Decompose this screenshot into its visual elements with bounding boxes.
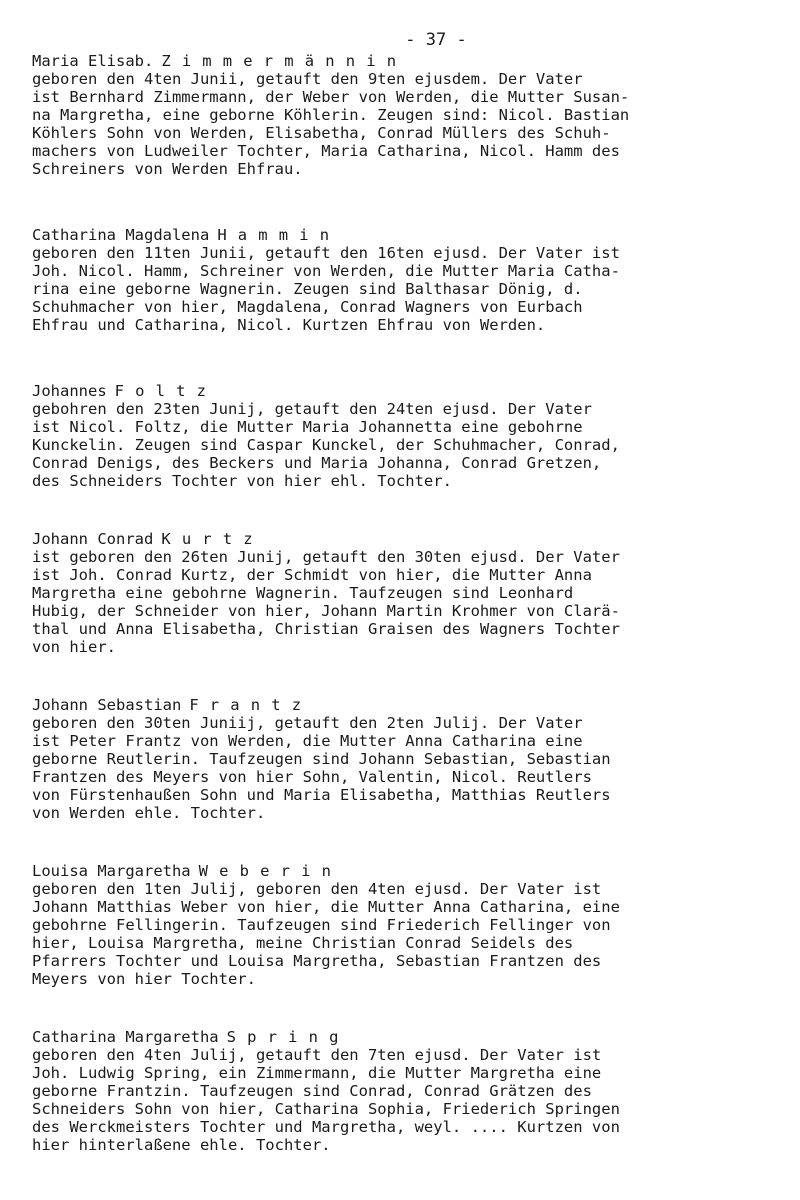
surname: Foltz [114, 382, 218, 400]
text-line: geboren den 11ten Junii, getauft den 16ten ejusd. Der Vater ist [32, 244, 620, 262]
baptism-register [32, 52, 780, 1154]
text-line: von hier. [32, 638, 116, 656]
text-line: Kunckelin. Zeugen sind Caspar Kunckel, der Schuhmacher, Conrad, [32, 436, 620, 454]
text-line: Hubig, der Schneider von hier, Johann Martin Krohmer von Clarä- [32, 602, 620, 620]
text-line: Schreiners von Werden Ehfrau. [32, 160, 303, 178]
text-line: Meyers von hier Tochter. [32, 970, 256, 988]
entry-text [32, 880, 780, 988]
page-number: - 37 - [405, 30, 467, 50]
entry-text [32, 244, 780, 334]
given-name: Johann Conrad [32, 530, 154, 548]
entry-heading [32, 862, 780, 880]
entry-text [32, 70, 780, 178]
register-entry [32, 382, 780, 490]
entry-spacer [32, 988, 780, 1028]
text-line: rina eine geborne Wagnerin. Zeugen sind Balthasar Dönig, d. [32, 280, 583, 298]
text-line: ist Peter Frantz von Werden, die Mutter Anna Catharina eine [32, 732, 583, 750]
entry-spacer [32, 178, 780, 226]
entry-text [32, 1046, 780, 1154]
surname: Weberin [198, 862, 343, 880]
register-entry [32, 530, 780, 656]
text-line: Joh. Ludwig Spring, ein Zimmermann, die Mutter Margretha eine [32, 1064, 602, 1082]
given-name: Catharina Magdalena [32, 226, 210, 244]
register-entry [32, 696, 780, 822]
text-line: gebohrne Fellingerin. Taufzeugen sind Friederich Fellinger von [32, 916, 611, 934]
text-line: Ehfrau und Catharina, Nicol. Kurtzen Ehfrau von Werden. [32, 316, 546, 334]
given-name: Louisa Margaretha [32, 862, 191, 880]
text-line: ist Joh. Conrad Kurtz, der Schmidt von hier, die Mutter Anna [32, 566, 592, 584]
entry-heading [32, 696, 780, 714]
text-line: des Schneiders Tochter von hier ehl. Tochter. [32, 472, 452, 490]
register-entry [32, 52, 780, 178]
text-line: geboren den 30ten Juniij, getauft den 2ten Julij. Der Vater [32, 714, 583, 732]
surname: Frantz [189, 696, 313, 714]
text-line: geborne Reutlerin. Taufzeugen sind Johann Sebastian, Sebastian [32, 750, 611, 768]
given-name: Catharina Margaretha [32, 1028, 219, 1046]
entry-spacer [32, 656, 780, 696]
text-line: Conrad Denigs, des Beckers und Maria Johanna, Conrad Gretzen, [32, 454, 602, 472]
given-name: Maria Elisab. [32, 52, 154, 70]
entry-spacer [32, 490, 780, 530]
text-line: Frantzen des Meyers von hier Sohn, Valentin, Nicol. Reutlers [32, 768, 592, 786]
text-line: Joh. Nicol. Hamm, Schreiner von Werden, die Mutter Maria Catha- [32, 262, 620, 280]
text-line: geboren den 4ten Julij, getauft den 7ten ejusd. Der Vater ist [32, 1046, 602, 1064]
entry-spacer [32, 822, 780, 862]
text-line: gebohren den 23ten Junij, getauft den 24ten ejusd. Der Vater [32, 400, 592, 418]
text-line: Schuhmacher von hier, Magdalena, Conrad Wagners von Eurbach [32, 298, 583, 316]
entry-heading [32, 226, 780, 244]
entry-heading [32, 382, 780, 400]
text-line: Pfarrers Tochter und Louisa Margretha, Sebastian Frantzen des [32, 952, 602, 970]
entry-text [32, 714, 780, 822]
text-line: geborne Frantzin. Taufzeugen sind Conrad, Conrad Grätzen des [32, 1082, 592, 1100]
text-line: von Fürstenhaußen Sohn und Maria Elisabetha, Matthias Reutlers [32, 786, 611, 804]
text-line: geboren den 1ten Julij, geboren den 4ten ejusd. Der Vater ist [32, 880, 602, 898]
entry-text [32, 400, 780, 490]
given-name: Johannes [32, 382, 107, 400]
register-entry [32, 1028, 780, 1154]
text-line: Johann Matthias Weber von hier, die Mutter Anna Catharina, eine [32, 898, 620, 916]
entry-heading [32, 1028, 780, 1046]
text-line: Schneiders Sohn von hier, Catharina Sophia, Friederich Springen [32, 1100, 620, 1118]
text-line: des Werckmeisters Tochter und Margretha, weyl. .... Kurtzen von [32, 1118, 620, 1136]
text-line: ist Bernhard Zimmermann, der Weber von Werden, die Mutter Susan- [32, 88, 630, 106]
text-line: ist geboren den 26ten Junij, getauft den 30ten ejusd. Der Vater [32, 548, 620, 566]
entry-text [32, 548, 780, 656]
register-entry [32, 226, 780, 334]
surname: Spring [226, 1028, 350, 1046]
text-line: na Margretha, eine geborne Köhlerin. Zeugen sind: Nicol. Bastian [32, 106, 630, 124]
surname: Kurtz [161, 530, 264, 548]
text-line: ist Nicol. Foltz, die Mutter Maria Johannetta eine gebohrne [32, 418, 583, 436]
text-line: Margretha eine gebohrne Wagnerin. Taufzeugen sind Leonhard [32, 584, 574, 602]
entry-heading [32, 530, 780, 548]
text-line: thal und Anna Elisabetha, Christian Graisen des Wagners Tochter [32, 620, 620, 638]
entry-heading [32, 52, 780, 70]
register-entry [32, 862, 780, 988]
text-line: hier, Louisa Margretha, meine Christian Conrad Seidels des [32, 934, 574, 952]
entry-spacer [32, 334, 780, 382]
text-line: geboren den 4ten Junii, getauft den 9ten ejusdem. Der Vater [32, 70, 583, 88]
text-line: hier hinterlaßene ehle. Tochter. [32, 1136, 331, 1154]
text-line: Köhlers Sohn von Werden, Elisabetha, Conrad Müllers des Schuh- [32, 124, 611, 142]
given-name: Johann Sebastian [32, 696, 182, 714]
text-line: machers von Ludweiler Tochter, Maria Catharina, Nicol. Hamm des [32, 142, 620, 160]
surname: Zimmermännin [161, 52, 408, 70]
surname: Hammin [217, 226, 341, 244]
text-line: von Werden ehle. Tochter. [32, 804, 266, 822]
